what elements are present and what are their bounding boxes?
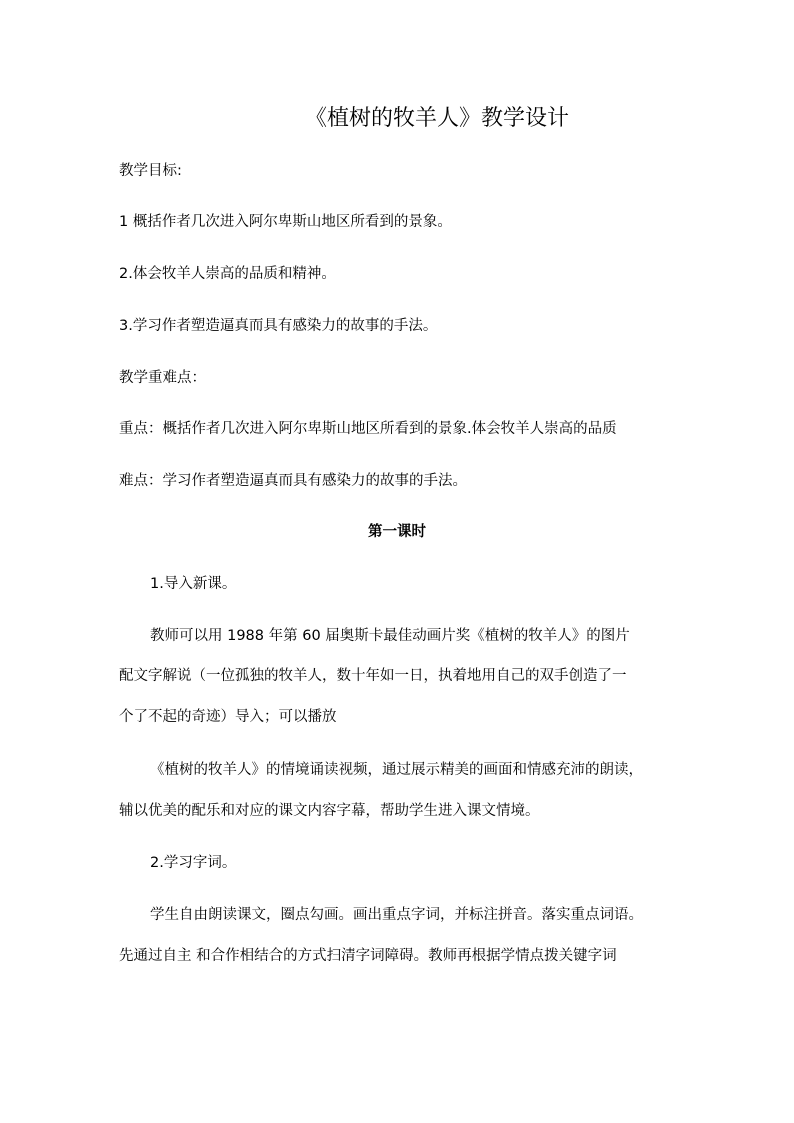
paragraph-line: 《植树的牧羊人》的情境诵读视频，通过展示精美的画面和情感充沛的朗读， — [150, 762, 643, 778]
section-heading-intro: 1.导入新课。 — [150, 576, 237, 592]
paragraph-line: 先通过自主 和合作相结合的方式扫清字词障碍。教师再根据学情点拨关键字词 — [119, 948, 617, 964]
difficult-point: 难点：学习作者塑造逼真而具有感染力的故事的手法。 — [119, 473, 467, 489]
key-point: 重点：概括作者几次进入阿尔卑斯山地区所看到的景象.体会牧羊人崇高的品质 — [119, 421, 617, 437]
lesson-heading: 第一课时 — [368, 524, 426, 540]
objective-item-1: 1 概括作者几次进入阿尔卑斯山地区所看到的景象。 — [119, 214, 452, 230]
objective-item-3: 3.学习作者塑造逼真而具有感染力的故事的手法。 — [119, 318, 438, 334]
paragraph-line: 教师可以用 1988 年第 60 届奥斯卡最佳动画片奖《植树的牧羊人》的图片 — [150, 628, 630, 644]
objective-item-2: 2.体会牧羊人崇高的品质和精神。 — [119, 266, 336, 282]
paragraph-line: 配文字解说（一位孤独的牧羊人，数十年如一日，执着地用自己的双手创造了一 — [119, 668, 627, 684]
document-title: 《植树的牧羊人》教学设计 — [304, 106, 569, 131]
paragraph-line: 辅以优美的配乐和对应的课文内容字幕，帮助学生进入课文情境。 — [119, 803, 540, 819]
section-heading-vocabulary: 2.学习字词。 — [150, 855, 237, 871]
paragraph-line: 个了不起的奇迹）导入；可以播放 — [119, 709, 337, 725]
objectives-heading: 教学目标: — [119, 163, 182, 179]
paragraph-line: 学生自由朗读课文，圈点勾画。画出重点字词，并标注拼音。落实重点词语。 — [150, 907, 643, 923]
difficulty-heading: 教学重难点： — [119, 370, 206, 386]
